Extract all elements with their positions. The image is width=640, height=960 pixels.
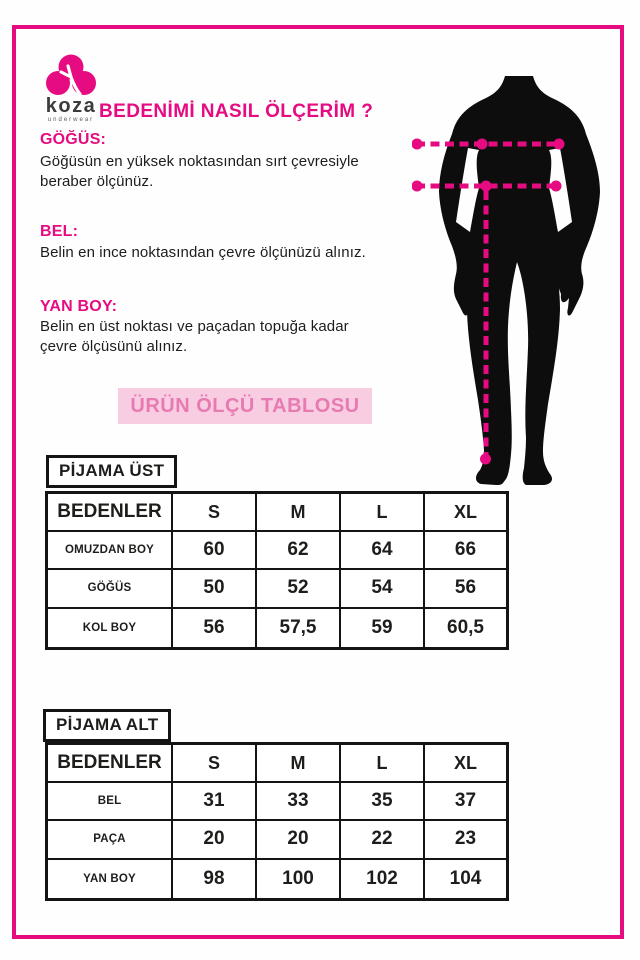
col-header: XL — [425, 745, 506, 783]
section-text: çevre ölçüsünü alınız. — [40, 338, 188, 355]
section-text: beraber ölçünüz. — [40, 173, 154, 190]
table-label-pijama-alt: PİJAMA ALT — [43, 709, 171, 742]
size-cell: 31 — [173, 783, 257, 821]
col-header: S — [173, 745, 257, 783]
size-cell: 100 — [257, 860, 341, 898]
row-label: OMUZDAN BOY — [48, 532, 173, 570]
brand-subtitle: underwear — [47, 117, 95, 123]
size-cell: 62 — [257, 532, 341, 570]
section-text: Göğüsün en yüksek noktasından sırt çevresiyle — [40, 153, 359, 170]
size-cell: 104 — [449, 867, 482, 889]
section-text: Belin en ince noktasından çevre ölçünüzü alınız. — [40, 244, 366, 261]
col-header: S — [173, 494, 257, 532]
row-label: BEL — [48, 783, 173, 821]
col-header: BEDENLER — [48, 745, 173, 783]
row-label: GÖĞÜS — [48, 570, 173, 608]
size-cell: 20 — [257, 821, 341, 859]
col-header: BEDENLER — [48, 494, 173, 532]
size-cell: 56 — [425, 570, 506, 608]
size-cell: 59 — [341, 609, 425, 647]
size-cell: 54 — [341, 570, 425, 608]
size-table-pijama-ust — [45, 491, 509, 650]
size-table-pijama-alt — [45, 742, 509, 901]
col-header: L — [341, 494, 425, 532]
product-size-table-banner: ÜRÜN ÖLÇÜ TABLOSU — [118, 388, 372, 424]
row-label: KOL BOY — [48, 609, 173, 647]
col-header: XL — [425, 494, 506, 532]
size-cell: 52 — [257, 570, 341, 608]
row-label: PAÇA — [48, 821, 173, 859]
row-label: YAN BOY — [48, 860, 173, 898]
size-cell: 22 — [341, 821, 425, 859]
size-cell: 60,5 — [447, 616, 484, 638]
page-title: BEDENİMİ NASIL ÖLÇERİM ? — [99, 101, 374, 122]
koza-logo-icon — [44, 54, 98, 98]
female-back-silhouette — [412, 70, 622, 495]
size-cell: 50 — [173, 570, 257, 608]
size-cell: 102 — [341, 860, 425, 898]
size-cell: 98 — [173, 860, 257, 898]
size-cell: 35 — [341, 783, 425, 821]
section-heading-gogus: GÖĞÜS: — [40, 131, 107, 148]
table-label-pijama-ust: PİJAMA ÜST — [46, 455, 177, 488]
body-silhouette-path — [439, 76, 600, 485]
size-cell: 60 — [173, 532, 257, 570]
col-header: M — [257, 745, 341, 783]
section-text: Belin en üst noktası ve paçadan topuğa kadar — [40, 318, 349, 335]
size-cell: 56 — [173, 609, 257, 647]
size-cell: 23 — [425, 821, 506, 859]
size-cell: 33 — [257, 783, 341, 821]
size-cell: 20 — [173, 821, 257, 859]
section-heading-yanboy: YAN BOY: — [40, 298, 118, 315]
size-cell: 64 — [341, 532, 425, 570]
section-heading-bel: BEL: — [40, 223, 79, 240]
size-cell: 37 — [425, 783, 506, 821]
col-header: L — [341, 745, 425, 783]
col-header: M — [257, 494, 341, 532]
size-cell: 57,5 — [257, 609, 341, 647]
size-cell: 66 — [425, 532, 506, 570]
brand-name: koza — [45, 95, 97, 117]
